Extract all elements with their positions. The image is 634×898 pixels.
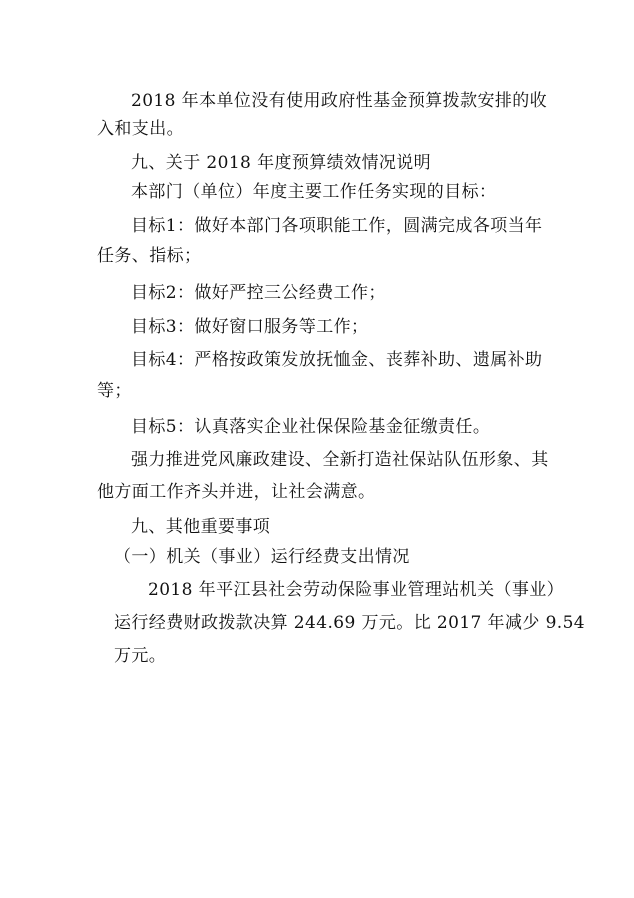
paragraph-line: 强力推进党风廉政建设、全新打造社保站队伍形象、其: [131, 450, 549, 470]
section-heading: 九、关于 2018 年度预算绩效情况说明: [131, 153, 432, 173]
paragraph-line: 入和支出。: [97, 119, 184, 139]
section-heading: 九、其他重要事项: [131, 517, 271, 537]
paragraph-line: 目标5：认真落实企业社保保险基金征缴责任。: [131, 417, 491, 437]
paragraph-line: 目标2：做好严控三公经费工作；: [131, 283, 386, 303]
paragraph-line: 万元。: [114, 646, 167, 666]
paragraph-line: 他方面工作齐头并进，让社会满意。: [97, 482, 376, 502]
paragraph-line: 2018 年本单位没有使用政府性基金预算拨款安排的收: [131, 91, 548, 111]
paragraph-line: 目标3：做好窗口服务等工作；: [131, 317, 369, 337]
paragraph-line: 运行经费财政拨款决算 244.69 万元。比 2017 年减少 9.54: [114, 613, 586, 633]
paragraph-line: 任务、指标；: [97, 246, 202, 266]
paragraph-line: 2018 年平江县社会劳动保险事业管理站机关（事业）: [148, 580, 565, 600]
paragraph-line: 目标1：做好本部门各项职能工作，圆满完成各项当年: [131, 216, 543, 236]
subsection-heading: （一）机关（事业）运行经费支出情况: [114, 547, 410, 567]
paragraph-line: 目标4：严格按政策发放抚恤金、丧葬补助、遗属补助: [131, 350, 543, 370]
paragraph-line: 本部门（单位）年度主要工作任务实现的目标：: [131, 182, 497, 202]
paragraph-line: 等；: [97, 381, 132, 401]
